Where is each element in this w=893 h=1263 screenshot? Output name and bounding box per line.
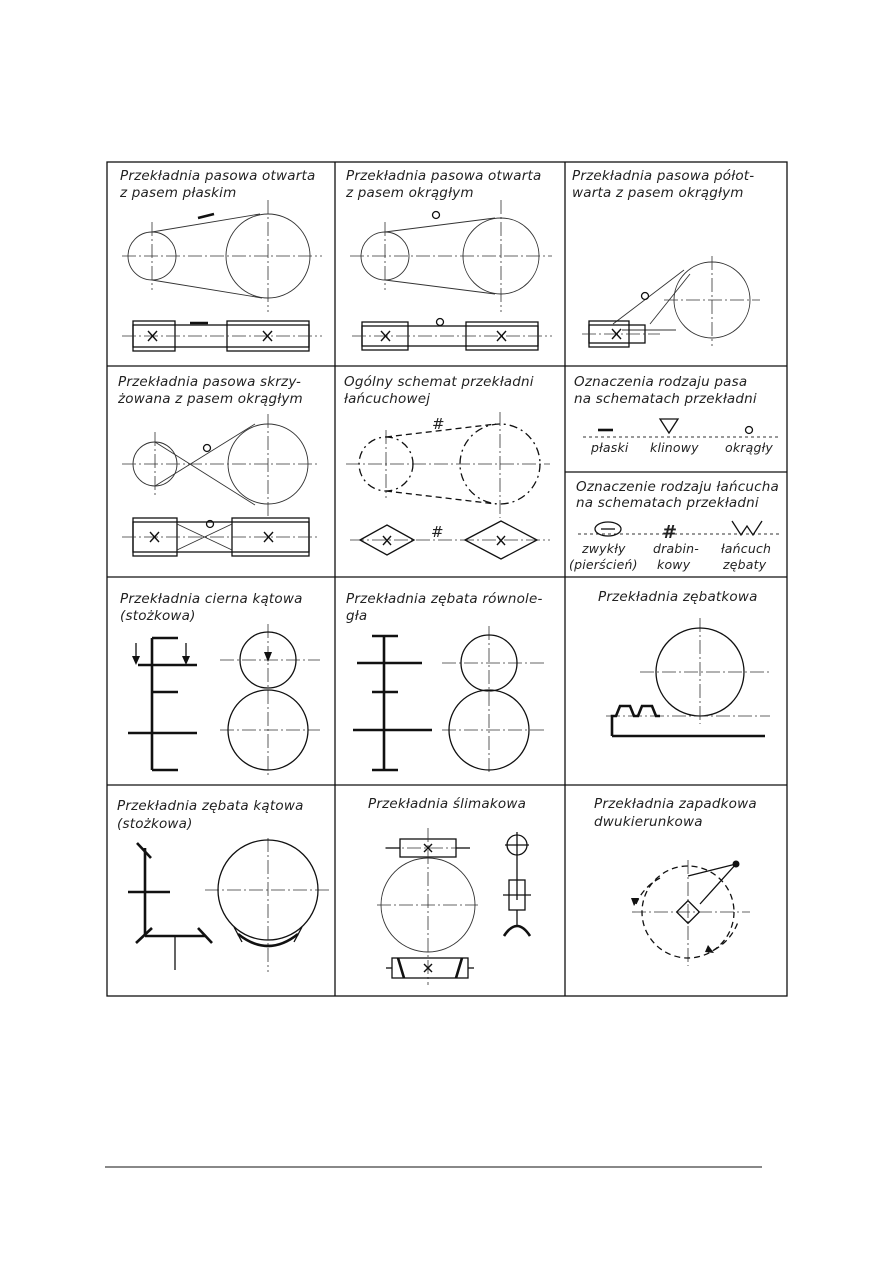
chain-type-toothed-line2: zębaty [723,557,767,572]
chain-type-ladder-line2: kowy [657,557,691,572]
chain-type-plain-line1: zwykły [582,541,626,556]
chain-mark-lower: # [431,523,444,541]
title-ratchet-line2: dwukierunkowa [594,814,703,830]
title-bevel-gear-line2: (stożkowa) [117,816,193,832]
drawing-half-crossed-belt [582,256,760,347]
drawing-worm-gear [377,828,531,985]
title-ratchet-line1: Przekładnia zapadkowa [594,796,757,812]
title-chain-types-line1: Oznaczenie rodzaju łańcucha [576,479,779,495]
drawing-friction-bevel [128,624,320,775]
belt-type-v: klinowy [650,440,699,455]
title-half-crossed-belt-line1: Przekładnia pasowa półot- [572,168,755,184]
drawing-crossed-belt [122,414,318,556]
title-worm-gear: Przekładnia ślimakowa [368,796,527,812]
title-bevel-gear-line1: Przekładnia zębata kątowa [117,798,304,814]
title-crossed-belt-line2: żowana z pasem okrągłym [118,391,303,407]
belt-type-legend [583,419,778,455]
belt-type-round: okrągły [725,440,774,455]
title-friction-bevel-line1: Przekładnia cierna kątowa [120,591,303,607]
belt-type-flat: płaski [591,440,629,455]
title-open-round-belt-line1: Przekładnia pasowa otwarta [346,168,542,184]
table-grid [107,162,787,996]
title-chain-scheme-line1: Ogólny schemat przekładni [344,374,534,390]
title-parallel-gear-line2: gła [346,608,368,624]
drawing-chain-scheme [346,412,550,559]
title-chain-scheme-line2: łańcuchowej [344,391,431,407]
title-open-flat-belt-line2: z pasem płaskim [120,185,237,201]
title-crossed-belt-line1: Przekładnia pasowa skrzy- [118,374,302,390]
title-open-round-belt-line2: z pasem okrągłym [346,185,474,201]
title-belt-types-line2: na schematach przekładni [574,391,757,407]
title-half-crossed-belt-line2: warta z pasem okrągłym [572,185,744,201]
chain-mark-upper: # [432,415,445,433]
chain-mark-ladder: # [662,522,678,543]
title-parallel-gear-line1: Przekładnia zębata równole- [346,591,543,607]
drawing-parallel-gear [353,626,544,774]
drawing-open-flat-belt [122,200,322,351]
drawing-open-round-belt [350,200,552,350]
drawing-bevel-gear [128,838,330,972]
title-open-flat-belt-line1: Przekładnia pasowa otwarta [120,168,316,184]
cell-titles [117,168,779,832]
title-belt-types-line1: Oznaczenia rodzaju pasa [574,374,748,390]
chain-type-plain-line2: (pierścień) [569,557,638,572]
drawing-rack-gear [606,618,770,736]
title-rack-gear: Przekładnia zębatkowa [598,589,758,605]
chain-type-toothed-line1: łańcuch [721,541,772,556]
chain-type-ladder-line1: drabin- [653,541,699,556]
drawing-ratchet [631,860,750,966]
chain-type-legend [569,521,782,572]
title-chain-types-line2: na schematach przekładni [576,495,759,511]
title-friction-bevel-line2: (stożkowa) [120,608,196,624]
